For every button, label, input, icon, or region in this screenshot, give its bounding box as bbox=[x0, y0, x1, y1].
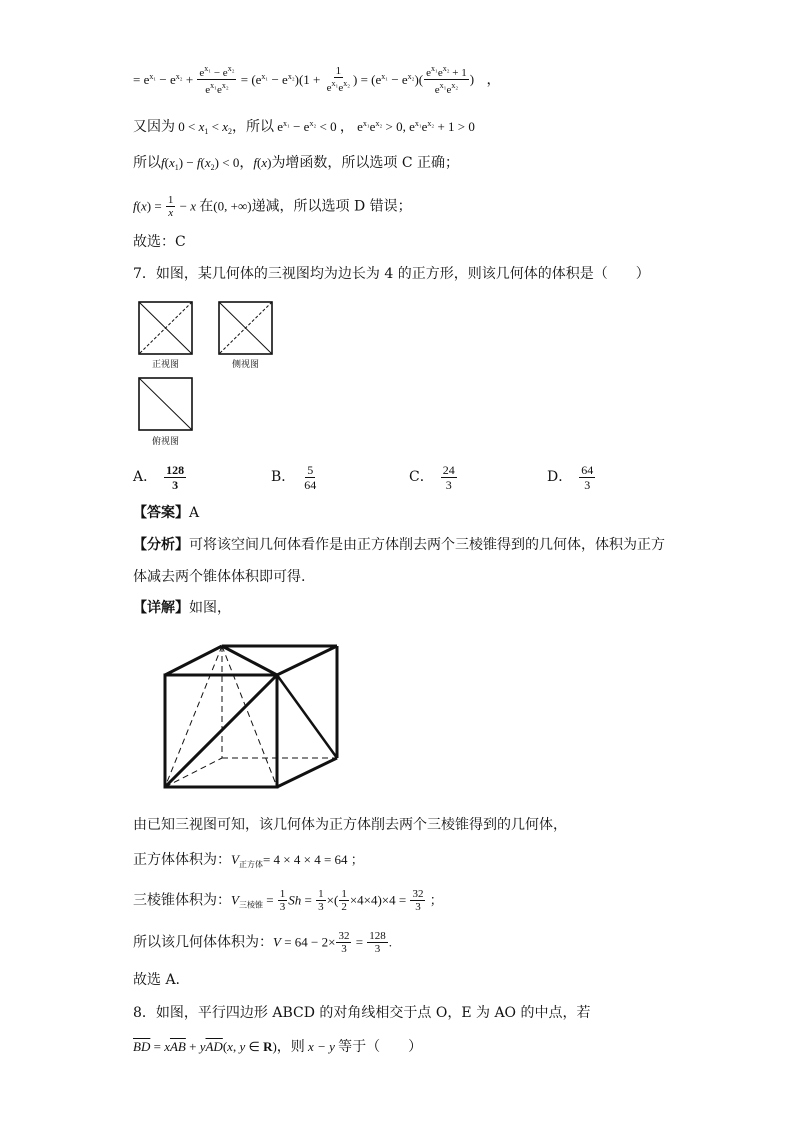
top-view bbox=[139, 378, 192, 430]
pyramid-volume-line: 三棱锥体积为：$V_{三棱锥}$ = $\frac{1}{3}$ Sh = $\frac{1}{3}$ ×( $\frac{1}{2}$ ×4×4)×4 = $\frac{32}{3}$ ； bbox=[133, 888, 443, 913]
q8-stem-line-2: $\overline{BD} = x\overline{AB} + y\overline{AD}(x$, y ∈ R)，则 x − y 等于（ ） bbox=[133, 1039, 423, 1055]
front-view bbox=[139, 302, 192, 354]
conclusion-d-line: f(x) = $\frac{1}{x}$ − x 在(0, +∞)递减，所以选项 D 错误； bbox=[133, 194, 412, 219]
q8-stem-line-1: 8．如图，平行四边形 ABCD 的对角线相交于点 O，E 为 AO 的中点，若 bbox=[133, 1005, 591, 1021]
conclusion-c-line: 所以$f(x_1) - f(x_2) < 0$，f(x)为增函数，所以选项 C 正确； bbox=[133, 155, 460, 172]
answer-c-line: 故选：C bbox=[133, 234, 186, 250]
side-view bbox=[219, 302, 272, 354]
side-view-label: 侧视图 bbox=[232, 360, 260, 370]
conclusion-line: 由已知三视图可知，该几何体为正方体削去两个三棱锥得到的几何体， bbox=[133, 817, 567, 833]
detail-line: 【详解】如图， bbox=[133, 600, 231, 616]
line1-suffix: ， bbox=[486, 71, 501, 88]
total-volume-line: 所以该几何体体积为：V = 64 − 2× $\frac{32}{3}$ = $\frac{128}{3}$ . bbox=[133, 930, 393, 955]
cube-volume-line: 正方体体积为：$V_{正方体}= 4 \times 4 \times 4 = 64$ ； bbox=[133, 852, 364, 869]
choice-c[interactable]: C． $\frac{24}{3}$ bbox=[409, 462, 455, 492]
equation-line-1: = $e^{x_1} - e^{x_2}$ + $\frac{e^{x_1} - e^{x_2}}{e^{x_1}e^{x_2}}$ = $(e^{x_1} - e^{x_2})(1$ + $\frac{1}{e^{x_1}e^{x_2}}$ ) = $(e^{x_1} - e^{x_2})$( $\frac{e^{x_1}e^{x_2} + 1}{e^{x_1}e^{x_2}}$ ) ， bbox=[133, 64, 501, 96]
choice-b[interactable]: B． $\frac{5}{64}$ bbox=[271, 462, 317, 492]
reason-line: 又因为 $0 < x_1 < x_2$，所以 $e^{x_1} - e^{x_2} < 0$ ， $e^{x_1}e^{x_2} > 0$, $e^{x_1}e^{x_2} + 1 > 0$ bbox=[133, 119, 475, 136]
front-view-label: 正视图 bbox=[152, 360, 180, 370]
q7-stem: 7．如图，某几何体的三视图均为边长为 4 的正方形，则该几何体的体积是（ ） bbox=[133, 266, 650, 282]
cube-figure bbox=[160, 642, 360, 792]
three-views-figure bbox=[135, 298, 275, 448]
answer-line: 【答案】A bbox=[133, 505, 200, 521]
analysis-line-2: 体减去两个锥体体积即可得. bbox=[133, 569, 306, 585]
final-answer-line: 故选 A. bbox=[133, 972, 181, 988]
choice-a[interactable]: A． $\frac{128}{3}$ bbox=[133, 462, 185, 492]
choice-d[interactable]: D． $\frac{64}{3}$ bbox=[547, 462, 594, 492]
top-view-label: 俯视图 bbox=[152, 437, 180, 447]
analysis-line-1: 【分析】可将该空间几何体看作是由正方体削去两个三棱锥得到的几何体，体积为正方 bbox=[133, 537, 665, 553]
